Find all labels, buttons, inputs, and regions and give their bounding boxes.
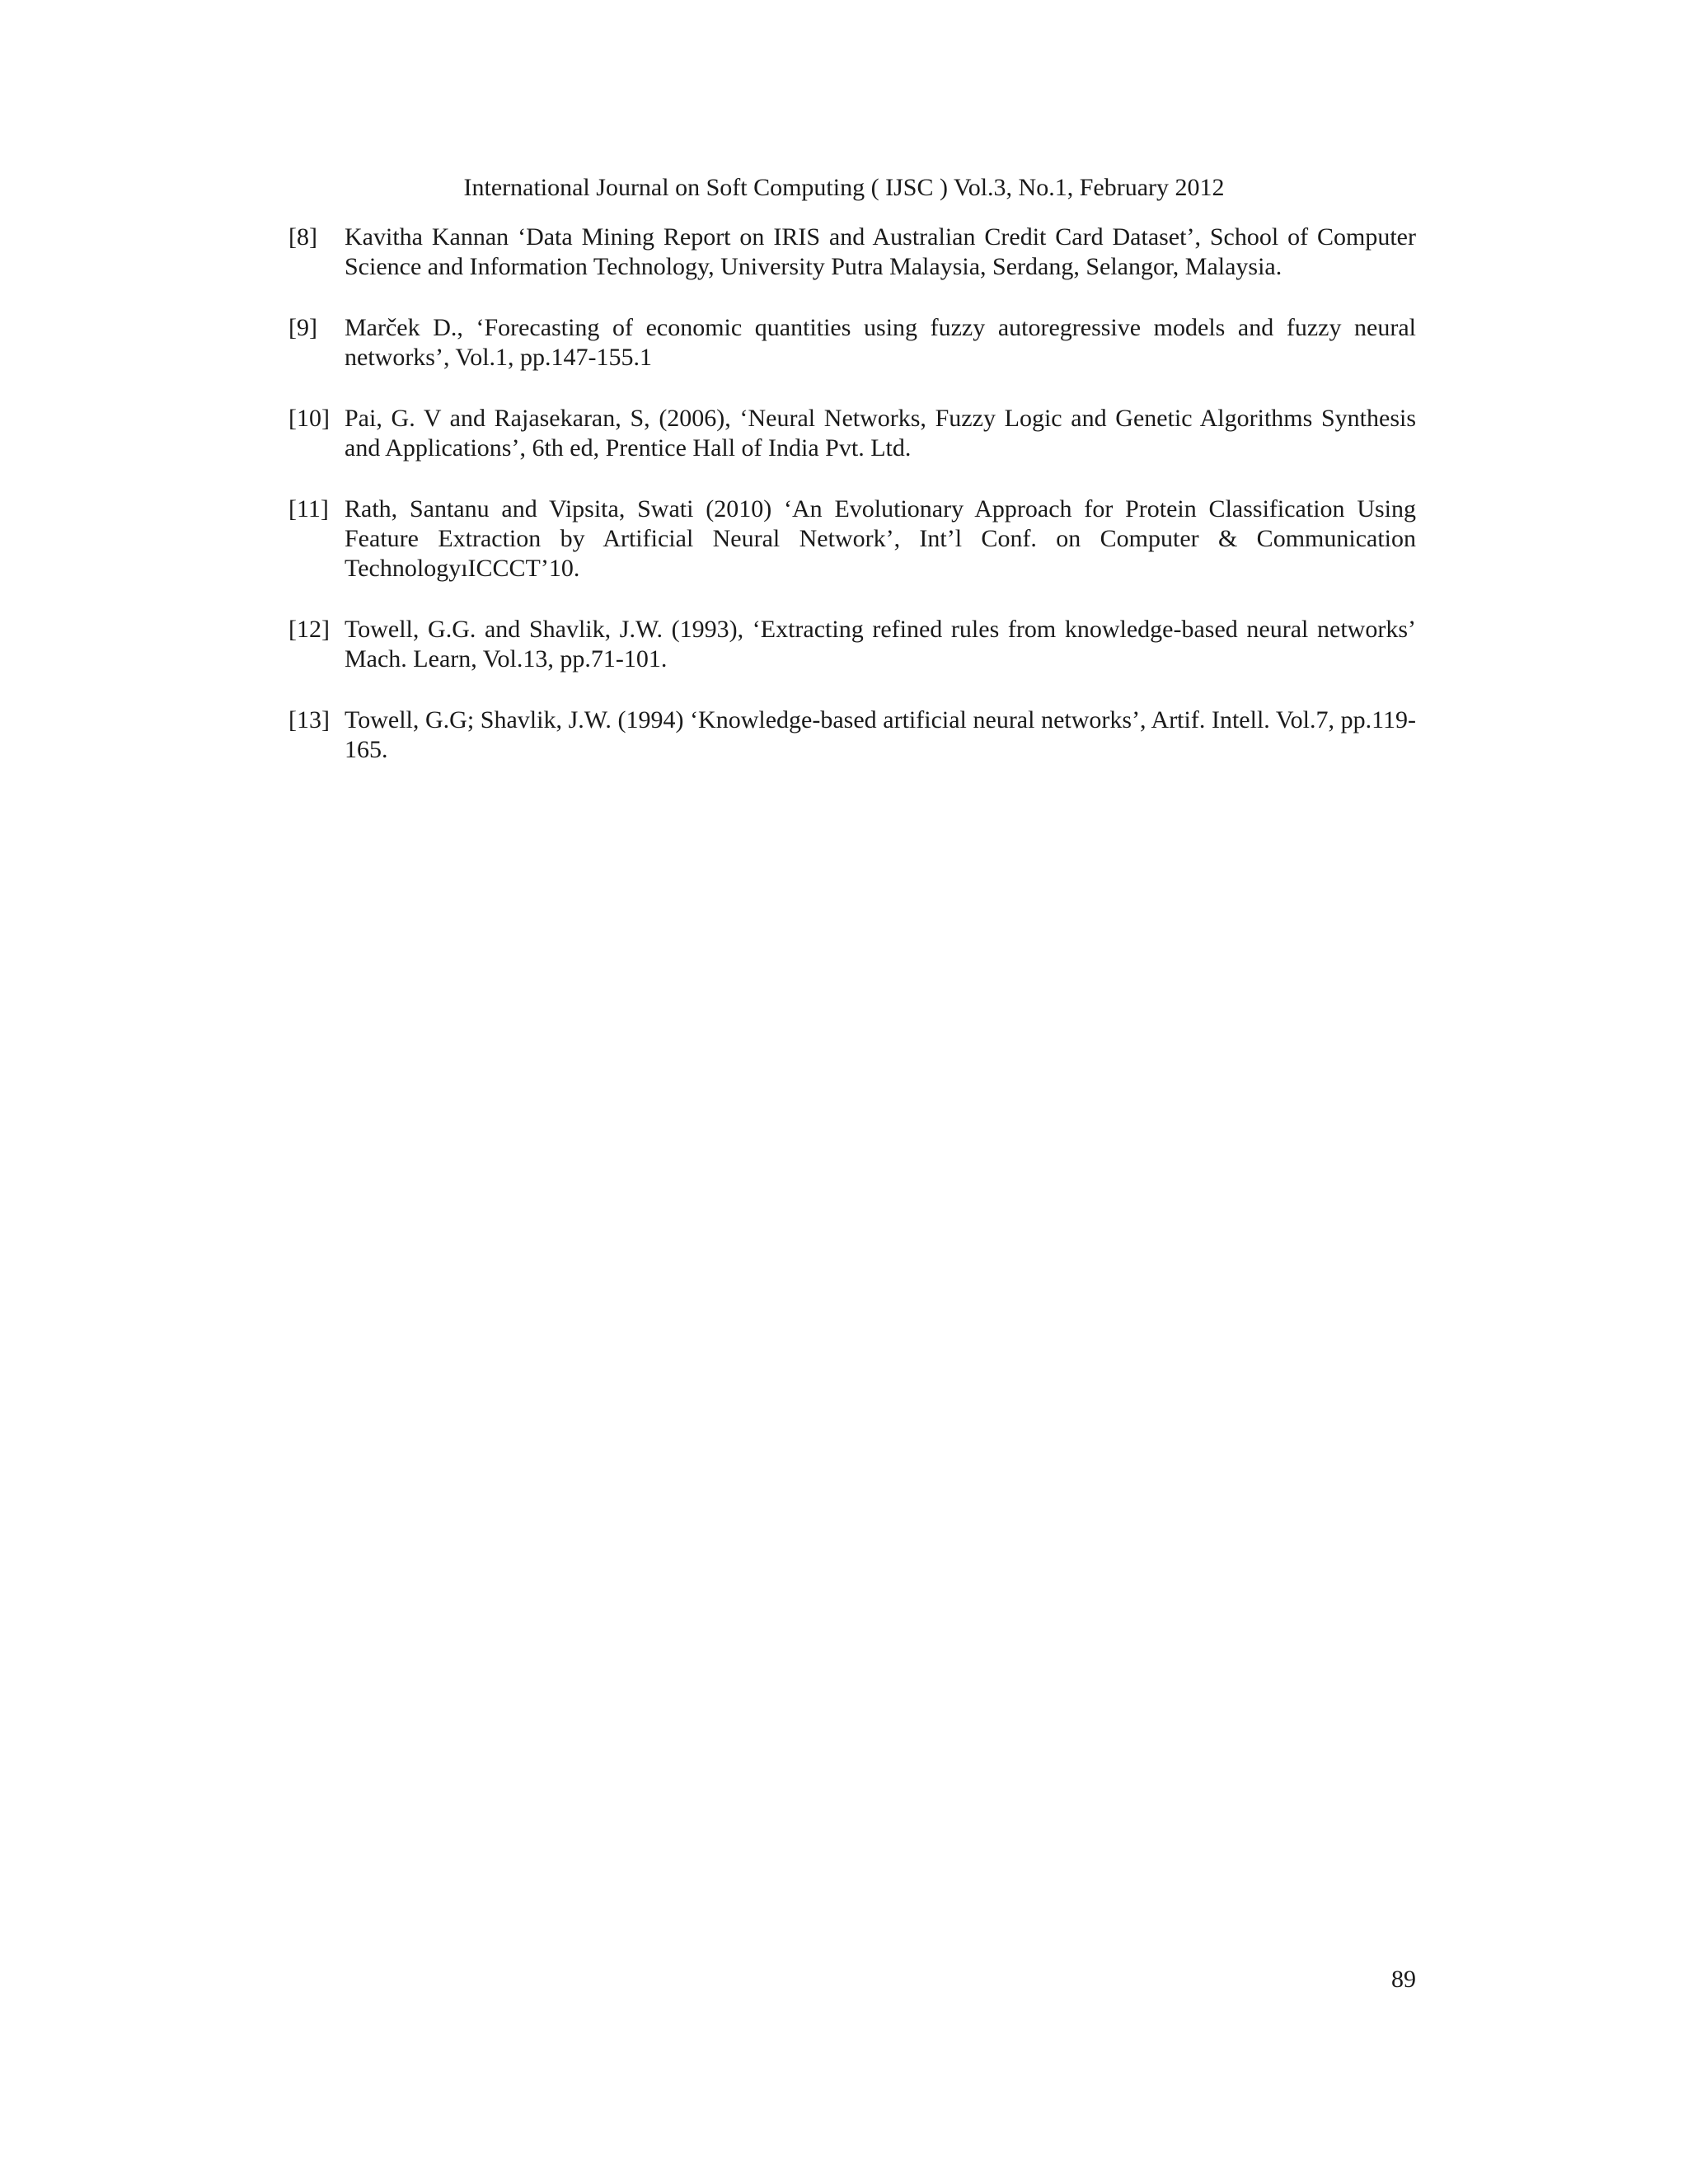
page-number: 89 [1391,1966,1416,1993]
reference-entry-9 [288,313,1416,373]
reference-text: Pai, G. V and Rajasekaran, S, (2006), ‘Neural Networks, Fuzzy Logic and Genetic Algorithms Synthesis and Applications’, 6th ed, Prentice Hall of India Pvt. Ltd. [345,405,1416,462]
running-header: International Journal on Soft Computing ( IJSC ) Vol.3, No.1, February 2012 [463,174,1225,201]
reference-text: Kavitha Kannan ‘Data Mining Report on IRIS and Australian Credit Card Dataset’, School of Computer Science and Information Technology, University Putra Malaysia, Serdang, Selangor, Malaysia. [345,223,1416,280]
reference-entry-12 [288,615,1416,674]
reference-entry-13 [288,705,1416,765]
reference-number: [8] [288,223,317,251]
reference-number: [10] [288,405,330,432]
reference-number: [12] [288,616,330,643]
reference-number: [11] [288,495,329,523]
reference-text: Towell, G.G. and Shavlik, J.W. (1993), ‘Extracting refined rules from knowledge-based neural networks’ Mach. Learn, Vol.13, pp.71-101. [345,616,1416,673]
reference-entry-11 [288,494,1416,583]
reference-text: Rath, Santanu and Vipsita, Swati (2010) ‘An Evolutionary Approach for Protein Classification Using Feature Extraction by Artificial Neural Network’, Int’l Conf. on Computer & Communication TechnologyıICCCT’10. [345,495,1416,582]
reference-entry-8 [288,223,1416,282]
reference-text: Towell, G.G; Shavlik, J.W. (1994) ‘Knowledge-based artificial neural networks’, Artif. Intell. Vol.7, pp.119-165. [345,706,1416,763]
reference-text: Marček D., ‘Forecasting of economic quantities using fuzzy autoregressive models and fuzzy neural networks’, Vol.1, pp.147-155.1 [345,314,1416,371]
reference-number: [13] [288,706,330,733]
reference-list [288,223,1416,796]
reference-entry-10 [288,404,1416,463]
reference-number: [9] [288,314,317,341]
